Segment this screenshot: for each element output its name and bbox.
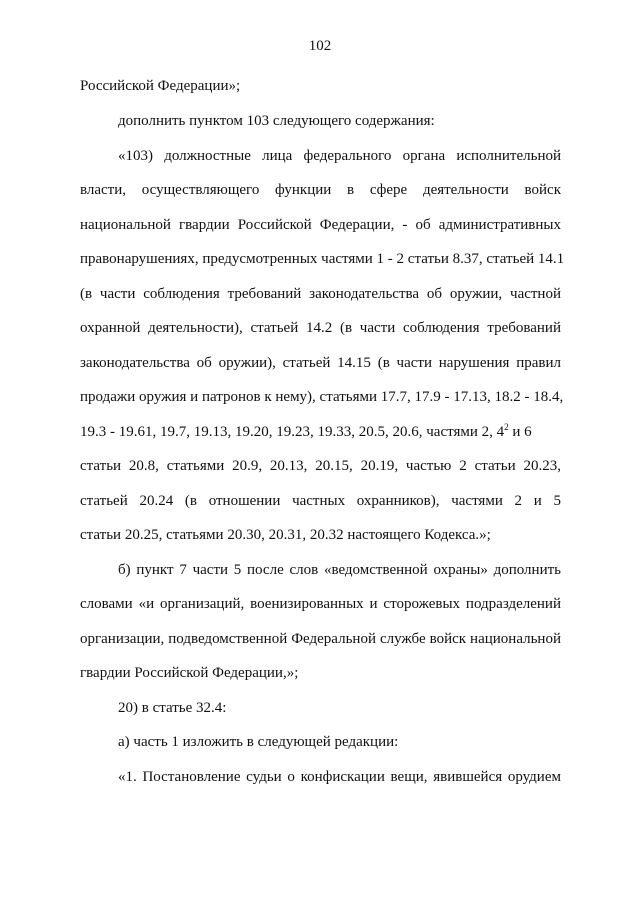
- text-line: национальной гвардии Российской Федерации, - об административных: [80, 217, 561, 233]
- text-line: законодательства об оружии), статьей 14.15 (в части нарушения правил: [80, 355, 561, 371]
- text-segment: 19.3 - 19.61, 19.7, 19.13, 19.20, 19.23, 19.33, 20.5, 20.6, частями 2, 4: [80, 424, 505, 440]
- text-line: организации, подведомственной Федеральной службе войск национальной: [80, 631, 561, 647]
- text-line: продажи оружия и патронов к нему), статьями 17.7, 17.9 - 17.13, 18.2 - 18.4,: [80, 389, 564, 405]
- text-line: «103) должностные лица федерального органа исполнительной: [118, 148, 561, 164]
- page-number: 102: [308, 38, 332, 54]
- text-line: статьи 20.8, статьями 20.9, 20.13, 20.15, 20.19, частью 2 статьи 20.23,: [80, 458, 561, 474]
- text-line: словами «и организаций, военизированных и сторожевых подразделений: [80, 596, 561, 612]
- text-line: охранной деятельности), статьей 14.2 (в части соблюдения требований: [80, 320, 561, 336]
- text-line: дополнить пунктом 103 следующего содержания:: [118, 113, 435, 129]
- text-segment: и 6: [508, 424, 532, 440]
- text-line: власти, осуществляющего функции в сфере деятельности войск: [80, 182, 561, 198]
- text-line: статьей 20.24 (в отношении частных охранников), частями 2 и 5: [80, 493, 561, 509]
- text-line: статьи 20.25, статьями 20.30, 20.31, 20.32 настоящего Кодекса.»;: [80, 527, 491, 543]
- text-line: Российской Федерации»;: [80, 78, 241, 94]
- text-line: (в части соблюдения требований законодательства об оружии, частной: [80, 286, 561, 302]
- text-line: «1. Постановление судьи о конфискации вещи, явившейся орудием: [118, 769, 561, 785]
- text-line: 20) в статье 32.4:: [118, 700, 227, 716]
- text-line-with-superscript: [80, 422, 561, 442]
- text-line: гвардии Российской Федерации,»;: [80, 665, 299, 681]
- text-line: правонарушениях, предусмотренных частями 1 - 2 статьи 8.37, статьей 14.1: [80, 251, 565, 267]
- text-line: а) часть 1 изложить в следующей редакции:: [118, 734, 399, 750]
- text-line: б) пункт 7 части 5 после слов «ведомственной охраны» дополнить: [118, 562, 561, 578]
- superscript: 2: [504, 422, 509, 432]
